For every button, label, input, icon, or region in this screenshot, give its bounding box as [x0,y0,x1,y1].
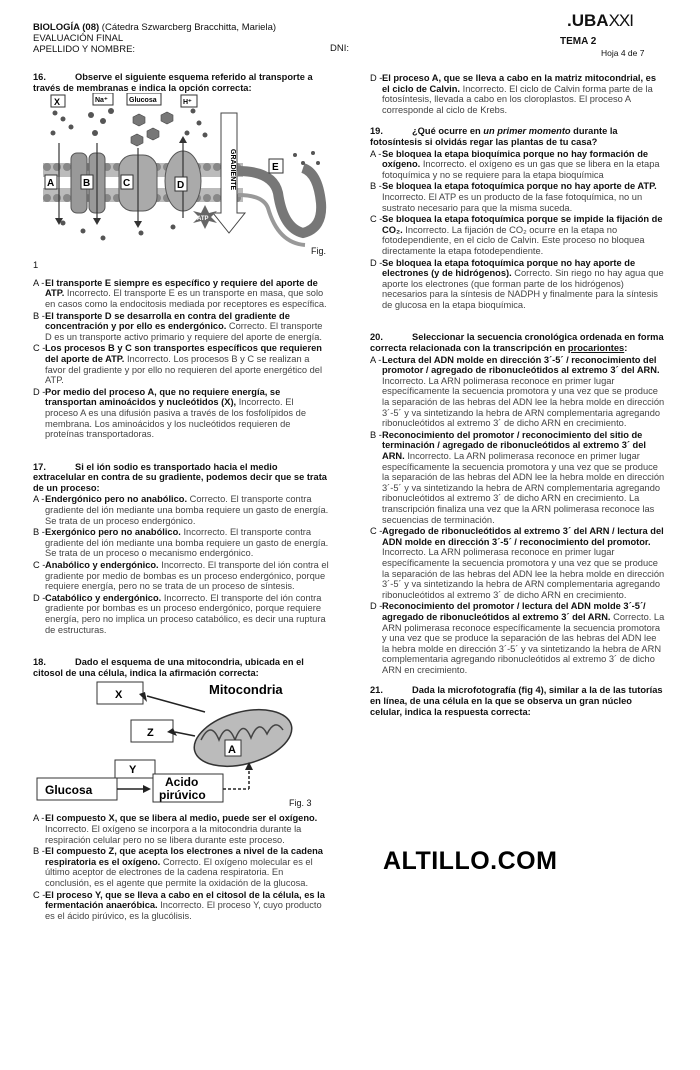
option-text: Anabólico y endergónico. [45,560,159,571]
answer-option[interactable] [370,149,666,181]
option-letter: B - [370,429,382,440]
option-letter: B - [33,527,45,538]
question-18-options [33,813,329,921]
label-z: Z [147,727,154,740]
question-16 [33,72,329,440]
answer-option[interactable] [33,343,329,385]
right-column [370,72,666,717]
label-x: X [115,689,123,702]
option-explanation: Incorrecto. La fijación de CO₂ ocurre en la etapa no fotodependiente, en el ciclo de Calvin. Este proceso no bloquea directamente la etapa fotodependiente. [382,224,645,256]
option-text: El transporte D se desarrolla en contra del gradiente de concentración y por ello es endergónico. [45,310,290,332]
question-21 [370,685,666,717]
option-explanation: Incorrecto. La ARN polimerasa reconoce en primer lugar específicamente la secuencia promotora y una vez que se produce la separación de las hebras del ADN lee la hebra molde en dirección 3´-5´ y va sintetizando la hebra de ARN complementaria agregando ribonucleótidos al extremo 3´ de dicho ARN en crecimiento. [382,375,665,429]
option-explanation: Incorrecto. La ARN polimerasa reconoce en primer lugar específicamente la secuencia promotora y una vez que se produce la separación de las hebras del ADN lee la hebra molde en dirección 3´-5´ y va sintetizando la hebra de ARN complementaria agregando ribonucleótidos al extremo 3´ de dicho ARN en crecimiento. [382,547,665,600]
option-letter: A - [33,277,45,288]
option-explanation: Correcto. La ARN polimerasa reconoce específicamente la secuencia promotora y una vez que se produce la separación de las hebras del ADN lee la hebra molde en dirección 3´-5´ y va sintetizando la hebra de ARN complementaria agregando ribonucleótidos al extremo 3´ de dicho ARN en crecimiento. [382,611,665,675]
course-chair: (Cátedra Szwarcberg Bracchitta, Mariela) [99,22,277,33]
option-explanation: Correcto. El transporte D es un transporte activo primario y requiere del aporte de energía. [45,321,323,342]
option-explanation: Incorrecto. Los procesos B y C se realizan a favor del gradiente y por ello no requieren del aporte energético del ATP. [45,353,323,386]
fig-caption: Fig. 3 [289,798,312,809]
answer-option[interactable] [33,846,329,888]
question-number: 17. [33,461,46,472]
question-19: 19. ¿Qué ocurre en un primer momento durante la fotosíntesis si olvidás regar las plantas de tu casa? A - Se bloquea la etapa bioquímica porque no hay formación de oxígeno. Incorrecto. el oxígeno es un gas que se libera en la etapa fotoquímica y no se requiere para la etapa bioquímica B - Se bloquea la etapa fotoquímica porque no hay aporte de ATP. Incorrecto. El ATP es un producto de la fase fotoquímica, no un sustrato necesario para que la misma suceda. C - Se bloquea la etapa fotoquímica porque se impide la fijación de CO₂. Incorrecto. La fijación de CO₂ ocurre en la etapa no fotodependiente, en el ciclo de Calvin. Este proceso no bloquea directamente la etapa fotodependiente. D - Se bloquea la etapa fotoquímica porque no hay aporte de electrones (y de hidrógenos). Correcto. Sin riego no hay agua que aporte los electrones (que forman parte de los hidrógenos) necesarios para la síntesis de NADPH y finalmente para la síntesis de glucosa en la etapa bioquímica. [370,126,666,310]
option-explanation: Incorrecto. El proceso Y, cuyo producto es el ácido pirúvico, es la glucólisis. [45,900,322,921]
label-b: B [83,178,91,190]
answer-option[interactable] [33,387,329,440]
mitochondria-diagram [33,678,329,804]
name-label: APELLIDO Y NOMBRE: [33,44,136,55]
left-column [33,72,329,921]
option-letter: B - [370,181,382,192]
page-number: Hoja 4 de 7 [601,48,645,58]
answer-option[interactable] [370,526,666,600]
fig-number: 1 [33,260,39,271]
option-text: Reconocimiento del promotor / reconocimiento del sitio de terminación / agregado de ribonucleótidos al extremo 3´ del ARN. [382,429,646,461]
label-a: A [228,744,236,757]
option-text: El proceso Y, que se lleva a cabo en el citosol de la célula, es la fermentación anaeróbica. [45,889,325,911]
question-20-options [370,355,666,676]
question-number: 18. [33,657,46,668]
label-c: C [123,178,131,190]
dni-label: DNI: [330,43,349,54]
answer-option[interactable] [370,430,666,525]
question-number: 21. [370,685,383,696]
mitochondria-figure [33,678,329,808]
option-explanation: Correcto. Sin riego no hay agua que aporte los electrones (que forman parte de los hidrógenos) necesarios para la síntesis de NADPH y finalmente para la síntesis de glucosa en la etapa bioquímica. [382,268,664,310]
answer-option[interactable] [33,813,329,845]
question-number: 20. [370,332,383,343]
option-explanation: Correcto. El oxígeno molecular es el último aceptor de electrones de la cadena respiratoria. En conclusión, es el agente que permite la oxidación de la glucosa. [45,856,313,888]
option-explanation: Incorrecto. La ARN polimerasa reconoce en primer lugar específicamente la secuencia promotora y una vez que se produce la separación de las hebras del ADN lee la hebra molde en dirección 3´-5´ y va sintetizando la hebra de ARN complementaria agregando ribonucleótidos al extremo 3´ de dicho ARN en crecimiento. La transcripción finaliza una vez que la ARN polimerasa reconoce las secuencias de terminación. [382,451,665,525]
label-h: H⁺ [183,99,192,107]
option-explanation: Incorrecto. El transporte del ión contra gradiente por bombas es un proceso endergónico, porque requiere energía, pero no implica un proceso catabólico, es decir una ruptura de estructuras. [45,592,326,635]
answer-option[interactable] [33,560,329,592]
label-glucosa: Glucosa [45,783,93,798]
uba-logo: .UBAXXI [567,11,633,30]
membrane-transport-figure [33,93,329,258]
option-text: Por medio del proceso A, que no requiere energía, se transportan aminoácidos y nucleótidos (X), [45,386,281,408]
question-text: Dada la microfotografía (fig 4), similar a la de las tutorías en línea, de una célula en la que se observa un gran núcleo celular, indica la respuesta correcta: [370,685,663,717]
question-17 [33,462,329,636]
option-text: Catabólico y endergónico. [45,592,162,603]
answer-option[interactable] [370,258,666,311]
fig-caption: Fig. [311,246,327,257]
question-18 [33,657,329,921]
option-text: Se bloquea la etapa fotoquímica porque no hay aporte de electrones (y de hidrógenos). [382,257,636,279]
answer-option[interactable] [33,890,329,922]
answer-option[interactable] [33,494,329,526]
membrane-diagram [33,93,329,253]
option-text: Reconocimiento del promotor / lectura del ADN molde 3´-5´/ agregado de ribonucleótidos al extremo 3´ del ARN. [382,601,646,622]
answer-option[interactable] [33,593,329,635]
option-explanation: Incorrecto. El ATP es un producto de la fase fotoquímica, no un sustrato necesario para que la misma suceda. [382,191,643,213]
option-explanation: Incorrecto. El transporte contra gradiente del ión mediante una bomba requiere un gasto de energía. Se trata de un proceso o mecanismo endergónico. [45,527,329,559]
label-y: Y [129,764,137,777]
question-19-options [370,149,666,311]
option-text: Los procesos B y C son transportes específicos que requieren del aporte de ATP. [45,343,322,364]
label-x: X [54,97,61,108]
label-na: Na⁺ [95,97,108,105]
option-letter: D - [370,601,383,612]
option-letter: D - [370,257,383,268]
option-letter: D - [33,386,46,397]
option-explanation: Incorrecto. El proceso A es una difusión pasiva a través de los fosfolípidos de membrana. Los aminoácidos y los nucleótidos requieren de proteínas transportadoras. [45,397,306,440]
option-text: El proceso A, que se lleva a cabo en la matriz mitocondrial, es el ciclo de Calvin. [382,73,657,94]
question-18-option-d [370,73,666,115]
label-gradiente: GRADIENTE [229,149,236,191]
option-letter: C - [370,526,383,537]
answer-option[interactable] [33,278,329,310]
label-acido: Acido [165,775,199,790]
option-text: Agregado de ribonucleótidos al extremo 3´ del ARN / lectura del ADN molde en dirección 3´-5´ / reconocimiento del promotor. [382,526,664,547]
option-letter: D - [370,73,383,83]
question-16-options [33,278,329,440]
option-text: Se bloquea la etapa fotoquímica porque se impide la fijación de CO₂. [382,214,663,235]
question-17-options [33,494,329,635]
option-text: El transporte E siempre es específico y requiere del aporte de ATP. [45,277,318,299]
answer-option[interactable] [33,311,329,343]
label-a: A [47,178,55,190]
watermark-text: ALTILLO.COM [383,847,558,875]
label-atp: ATP [197,216,209,223]
question-number: 16. [33,72,46,82]
option-text: Lectura del ADN molde en dirección 3´-5´ / reconocimiento del promotor / agregado de ribonucleótidos al extremo 3´ del ARN. [382,354,660,376]
option-letter: C - [33,560,46,571]
label-glucosa: Glucosa [129,97,157,105]
option-explanation: Incorrecto. El oxígeno se incorpora a la mitocondria durante la respiración celular pero no se libera durante este proceso. [45,823,302,845]
label-mitocondria: Mitocondria [209,682,283,698]
option-letter: A - [370,354,382,365]
option-letter: B - [33,310,45,321]
answer-option[interactable] [370,214,666,256]
exam-type: EVALUACIÓN FINAL [33,33,124,44]
question-text: Dado el esquema de una mitocondria, ubicada en el citosol de una célula, indica la afirmación correcta: [33,657,304,678]
answer-option[interactable] [33,527,329,559]
option-letter: B - [33,846,45,857]
course-title: BIOLOGÍA (08) [33,22,100,33]
question-20: 20. Seleccionar la secuencia cronológica ordenada en forma correcta relacionada con la transcripción en procariontes: A - Lectura del ADN molde en dirección 3´-5´ / reconocimiento del promotor / agregado de ribonucleótidos al extremo 3´ del ARN. Incorrecto. La ARN polimerasa reconoce en primer lugar específicamente la secuencia promotora y una vez que se produce la separación de las hebras del ADN lee la hebra molde en dirección 3´-5´ y va sintetizando la hebra de ARN complementaria agregando ribonucleótidos al extremo 3´ de dicho ARN en crecimiento. B - Reconocimiento del promotor / reconocimiento del sitio de terminación / agregado de ribonucleótidos al extremo 3´ del ARN. Incorrecto. La ARN polimerasa reconoce en primer lugar específicamente la secuencia promotora y una vez que se produce la separación de las hebras del ADN lee la hebra molde en dirección 3´-5´ y va sintetizando la hebra de ARN complementaria agregando ribonucleótidos al extremo 3´ de dicho ARN en crecimiento. La transcripción finaliza una vez que la ARN polimerasa reconoce las secuencias de terminación. C - Agregado de ribonucleótidos al extremo 3´ del ARN / lectura del ADN molde en dirección 3´-5´ / reconocimiento del promotor. Incorrecto. La ARN polimerasa reconoce en primer lugar específicamente la secuencia promotora y una vez que se produce la separación de las hebras del ADN lee la hebra molde en dirección 3´-5´ y va sintetizando la hebra de ARN complementaria agregando ribonucleótidos al extremo 3´ de dicho ARN en crecimiento. D - Reconocimiento del promotor / lectura del ADN molde 3´-5´/ agregado de ribonucleótidos al extremo 3´ del ARN. Correcto. La ARN polimerasa reconoce específicamente la secuencia promotora y una vez que se produce la separación de las hebras del ADN lee la hebra molde en dirección 3´-5´ y va sintetizando la hebra de ARN complementaria agregando ribonucleótidos al extremo 3´ de dicho ARN en crecimiento. [370,332,665,675]
answer-option[interactable] [370,355,666,429]
option-text: El compuesto Z, que acepta los electrones a nivel de la cadena respiratoria es el oxígeno. [45,846,323,867]
label-d: D [177,180,185,192]
answer-option[interactable] [370,601,666,675]
question-text: Si el ión sodio es transportado hacia el medio extracelular en contra de su gradiente, podemos decir que se trata de un proceso: [33,461,327,493]
option-letter: D - [33,592,46,603]
option-text: Exergónico pero no anabólico. [45,527,181,538]
label-piruvico: pirúvico [159,788,206,803]
option-text: El compuesto X, que se libera al medio, puede ser el oxígeno. [45,813,318,824]
option-text: Se bloquea la etapa fotoquímica porque no hay aporte de ATP. [382,181,657,192]
option-explanation: Incorrecto. El transporte E es un transporte en masa, que solo en casos como la endocitosis mediada por receptores es específica. [45,288,327,309]
option-text: Endergónico pero no anabólico. [45,494,188,505]
option-letter: A - [370,148,382,159]
question-text: Observe el siguiente esquema referido al transporte a través de membranas e indica la opción correcta: [33,72,313,93]
option-explanation: Incorrecto. el oxígeno es un gas que se libera en la etapa fotoquímica y no se requiere para la etapa bioquímica [382,159,660,180]
answer-option[interactable] [370,73,666,115]
option-letter: C - [33,889,46,900]
label-e: E [272,162,279,174]
question-number: 19. [370,126,383,137]
option-letter: C - [370,214,383,225]
option-letter: A - [33,813,45,824]
option-explanation: Incorrecto. El ciclo de Calvin forma parte de la fotosíntesis, llevada a cabo en los cloroplastos. El proceso A corresponde al ciclo de Krebs. [382,83,653,115]
option-explanation: Incorrecto. El transporte del ión contra el gradiente por medio de bombas es un proceso endergónico, porque requiere energía, pero no se trata de un proceso de síntesis. [45,560,329,592]
option-explanation: Correcto. El transporte contra gradiente del ión mediante una bomba requiere un gasto de energía. Se trata de un proceso endergónico. [45,494,329,526]
option-letter: C - [33,343,46,354]
tema-label: TEMA 2 [560,36,597,47]
option-text: Se bloquea la etapa bioquímica porque no hay formación de oxígeno. [382,148,649,170]
answer-option[interactable] [370,181,666,213]
option-letter: A - [33,494,45,505]
